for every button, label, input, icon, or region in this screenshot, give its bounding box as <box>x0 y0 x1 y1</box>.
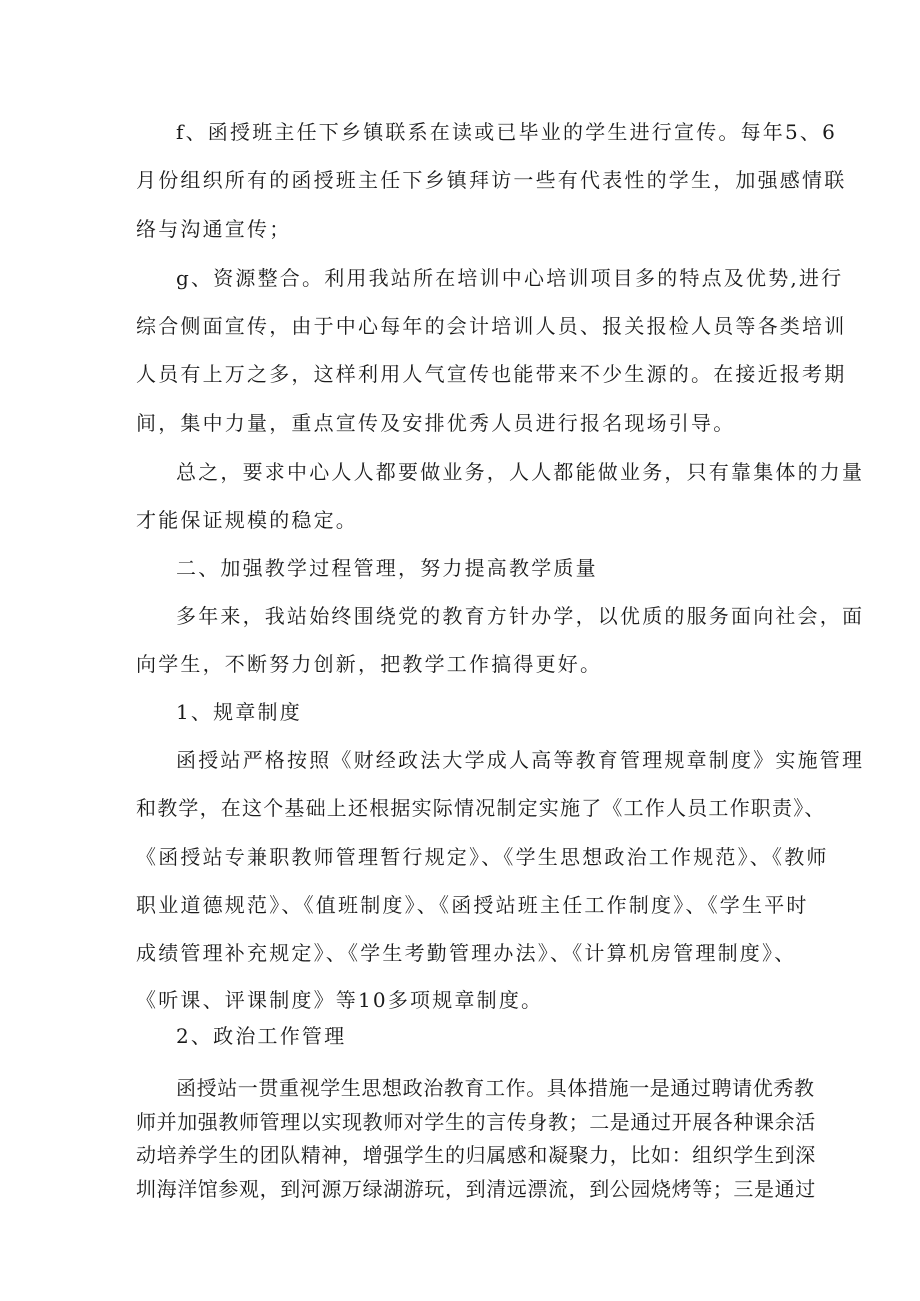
paragraph-g-line-4: 间，集中力量，重点宣传及安排优秀人员进行报名现场引导。 <box>136 411 736 435</box>
political-line-2: 师并加强教师管理以实现教师对学生的言传身教；二是通过开展各种课余活 <box>136 1110 816 1134</box>
section-heading-2: 二、加强教学过程管理，努力提高教学质量 <box>176 556 598 580</box>
paragraph-g-line-1: g、资源整合。利用我站所在培训中心培训项目多的特点及优势,进行 <box>176 266 844 290</box>
rules-line-5: 成绩管理补充规定》、《学生考勤管理办法》、《计算机房管理制度》、 <box>136 941 797 965</box>
subheading-rules: 1、规章制度 <box>176 700 302 724</box>
rules-line-2: 和教学，在这个基础上还根据实际情况制定实施了《工作人员工作职责》、 <box>136 796 826 820</box>
rules-line-4: 职业道德规范》、《值班制度》、《函授站班主任工作制度》、《学生平时 <box>136 893 809 917</box>
paragraph-f-line-1: f、函授班主任下乡镇联系在读或已毕业的学生进行宣传。每年5、6 <box>176 120 838 144</box>
political-line-4: 圳海洋馆参观，到河源万绿湖游玩，到清远漂流，到公园烧烤等；三是通过 <box>136 1177 816 1201</box>
rules-line-3: 《函授站专兼职教师管理暂行规定》、《学生思想政治工作规范》、《教师 <box>136 845 829 869</box>
section-intro-line-1: 多年来，我站始终围绕党的教育方针办学，以优质的服务面向社会，面 <box>176 604 865 628</box>
rules-line-1: 函授站严格按照《财经政法大学成人高等教育管理规章制度》实施管理 <box>176 748 865 772</box>
paragraph-f-line-3: 络与沟通宣传； <box>136 217 292 241</box>
political-line-1: 函授站一贯重视学生思想政治教育工作。具体措施一是通过聘请优秀教 <box>176 1076 815 1100</box>
paragraph-g-line-3: 人员有上万之多，这样利用人气宣传也能带来不少生源的。在接近报考期 <box>136 362 847 386</box>
summary-line-1: 总之，要求中心人人都要做业务，人人都能做业务，只有靠集体的力量 <box>176 460 865 484</box>
rules-line-6: 《听课、评课制度》等10多项规章制度。 <box>136 988 544 1012</box>
political-line-3: 动培养学生的团队精神，增强学生的归属感和凝聚力，比如：组织学生到深 <box>136 1143 816 1167</box>
summary-line-2: 才能保证规模的稳定。 <box>136 508 358 532</box>
paragraph-f-line-2: 月份组织所有的函授班主任下乡镇拜访一些有代表性的学生，加强感情联 <box>136 168 847 192</box>
section-intro-line-2: 向学生，不断努力创新，把教学工作搞得更好。 <box>136 652 603 676</box>
paragraph-g-line-2: 综合侧面宣传，由于中心每年的会计培训人员、报关报检人员等各类培训 <box>136 314 847 338</box>
subheading-political-work: 2、政治工作管理 <box>176 1024 347 1048</box>
